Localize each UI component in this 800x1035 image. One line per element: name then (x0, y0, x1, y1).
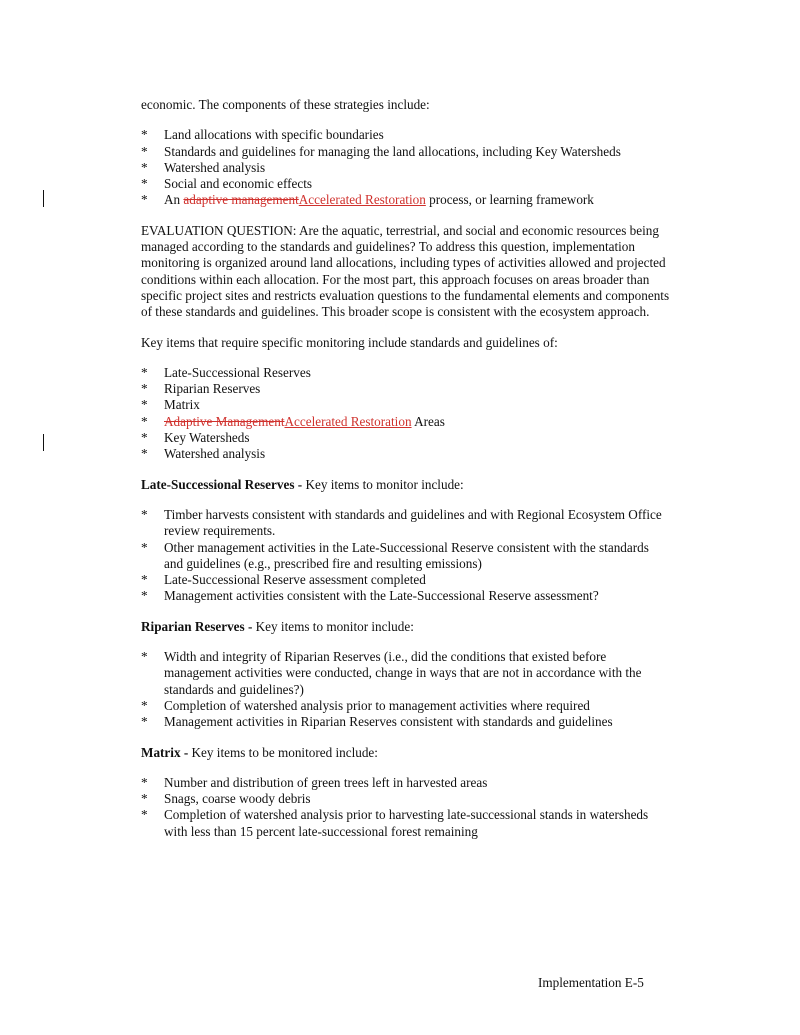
list-item: * Completion of watershed analysis prior to management activities where required (141, 697, 590, 713)
bullet-symbol: * (141, 159, 148, 175)
riparian-list (141, 649, 671, 730)
list-item: * Number and distribution of green trees left in harvested areas (141, 774, 488, 790)
matrix-section-heading: Matrix - Key items to be monitored include: (141, 744, 378, 760)
list-item: * Late-Successional Reserves (141, 364, 311, 380)
bullet-symbol: * (141, 807, 148, 823)
lsr-list (141, 507, 671, 605)
matrix-list (141, 775, 671, 840)
riparian-heading: Riparian Reserves - (141, 618, 253, 634)
bullet-symbol: * (141, 572, 148, 588)
components-list (141, 127, 671, 208)
bullet-symbol: * (141, 649, 148, 665)
deleted-text: Adaptive Management (164, 413, 285, 429)
list-item: * Matrix (141, 397, 200, 413)
evaluation-question-paragraph: EVALUATION QUESTION: Are the aquatic, terrestrial, and social and economic resources being managed according to the standards and guidelines? To address this question, implementation monitoring is organized around land allocations, including types of activities allowed and projected conditions within each allocation. For the most part, this approach focuses on areas broader than specific project sites and restricts evaluation questions to the fundamental elements and components of these standards and guidelines. This broader scope is consistent with the ecosystem approach. (141, 222, 670, 320)
bullet-symbol: * (141, 413, 148, 429)
list-item: * Timber harvests consistent with standards and guidelines and with Regional Ecosystem Office review requirements. (141, 506, 662, 539)
list-item: * Standards and guidelines for managing the land allocations, including Key Watersheds (141, 143, 621, 159)
list-item: * Adaptive ManagementAccelerated Restoration Areas (141, 413, 445, 429)
list-item: * Riparian Reserves (141, 381, 261, 397)
key-items-list (141, 365, 671, 463)
bullet-symbol: * (141, 397, 148, 413)
bullet-symbol: * (141, 697, 148, 713)
inserted-text: Accelerated Restoration (298, 192, 426, 208)
bullet-symbol: * (141, 430, 148, 446)
list-item: * Completion of watershed analysis prior to harvesting late-successional stands in watersheds with less than 15 percent late-successional forest remaining (141, 807, 649, 839)
bullet-symbol: * (141, 446, 148, 462)
change-bar (43, 190, 44, 207)
body-text (141, 97, 671, 840)
list-item: * Land allocations with specific boundaries (141, 127, 384, 143)
list-item: * Management activities in Riparian Reserves consistent with standards and guidelines (141, 714, 613, 730)
riparian-section-heading: Riparian Reserves - Key items to monitor include: (141, 618, 414, 634)
list-item: * Key Watersheds (141, 430, 250, 446)
list-item: * Other management activities in the Late-Successional Reserve consistent with the standards and guidelines (e.g., prescribed fire and resulting emissions) (141, 539, 649, 571)
list-item: * Social and economic effects (141, 176, 313, 192)
bullet-symbol: * (141, 539, 148, 555)
page-footer: Implementation E-5 (538, 975, 644, 990)
list-item: * Watershed analysis (141, 159, 266, 175)
bullet-symbol: * (141, 714, 148, 730)
inserted-text: Accelerated Restoration (284, 413, 412, 429)
intro-paragraph: economic. The components of these strategies include: (141, 97, 430, 112)
key-items-intro: Key items that require specific monitoring include standards and guidelines of: (141, 334, 558, 350)
list-item: * Snags, coarse woody debris (141, 791, 311, 807)
list-item: * Watershed analysis (141, 446, 266, 462)
lsr-heading: Late-Successional Reserves - (141, 476, 303, 492)
bullet-symbol: * (141, 774, 148, 790)
bullet-symbol: * (141, 588, 148, 604)
bullet-symbol: * (141, 506, 148, 522)
bullet-symbol: * (141, 176, 148, 192)
list-item: * Management activities consistent with the Late-Successional Reserve assessment? (141, 588, 599, 604)
bullet-symbol: * (141, 143, 148, 159)
list-item: * Width and integrity of Riparian Reserves (i.e., did the conditions that existed before management activities were conducted, change in ways that are not in accordance with the standards and guidelines?) (141, 649, 642, 697)
bullet-symbol: * (141, 364, 148, 380)
matrix-heading: Matrix - (141, 744, 189, 760)
change-bar (43, 434, 44, 451)
bullet-symbol: * (141, 791, 148, 807)
list-item: * Late-Successional Reserve assessment completed (141, 572, 426, 588)
bullet-symbol: * (141, 381, 148, 397)
deleted-text: adaptive management (183, 192, 299, 208)
bullet-symbol: * (141, 192, 148, 208)
list-item: * An adaptive managementAccelerated Restoration process, or learning framework (141, 192, 594, 208)
lsr-section-heading: Late-Successional Reserves - Key items to monitor include: (141, 476, 464, 492)
bullet-symbol: * (141, 127, 148, 143)
